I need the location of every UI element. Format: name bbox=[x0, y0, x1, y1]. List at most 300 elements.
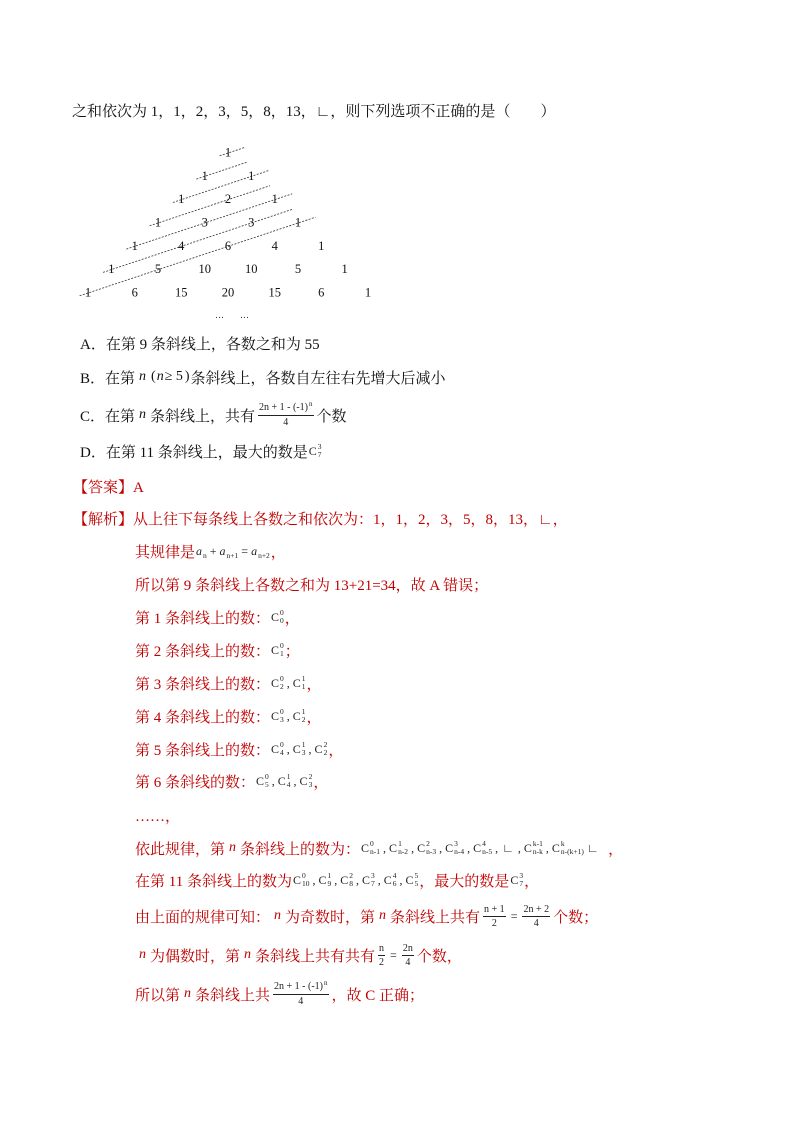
combination-symbol: C bbox=[314, 741, 323, 756]
combination-scripts bbox=[561, 840, 584, 856]
triangle-number: 6 bbox=[318, 285, 325, 300]
analysis-line-5 bbox=[135, 667, 322, 699]
question-stem bbox=[72, 94, 555, 126]
analysis-line-7 bbox=[135, 733, 343, 765]
triangle-number: 20 bbox=[221, 285, 235, 300]
triangle-number: 3 bbox=[248, 215, 255, 230]
fraction-denominator: 4 bbox=[283, 417, 289, 428]
text-run: 在第 11 条斜线上的数为 bbox=[135, 873, 292, 890]
combination bbox=[271, 708, 284, 724]
math-operator: + bbox=[209, 543, 217, 558]
combination-scripts bbox=[327, 872, 331, 888]
math-operator: , bbox=[286, 675, 290, 690]
text-run: 个数， bbox=[416, 948, 462, 965]
combination-superscript: 0 bbox=[280, 707, 284, 716]
combination bbox=[524, 840, 543, 856]
combination-subscript: 10 bbox=[301, 879, 310, 888]
fraction-bar bbox=[273, 994, 328, 995]
combination-superscript: 0 bbox=[301, 871, 306, 880]
combination-scripts bbox=[302, 675, 306, 691]
text-run: 条斜线上共有共有 bbox=[255, 948, 376, 965]
combination bbox=[271, 675, 284, 691]
option-b bbox=[80, 361, 446, 393]
combination bbox=[406, 872, 419, 888]
combination bbox=[315, 741, 328, 757]
combination-superscript: k bbox=[560, 839, 565, 848]
text-run: ，最大的数是 bbox=[419, 873, 510, 890]
combination-superscript: 3 bbox=[371, 871, 375, 880]
combination-subscript: n-5 bbox=[482, 847, 493, 856]
analysis-line-4 bbox=[135, 634, 300, 666]
combination-superscript: 1 bbox=[327, 871, 332, 880]
math-variable: n bbox=[139, 369, 147, 384]
diagonal-dashed-line bbox=[220, 147, 246, 156]
combination-subscript: 6 bbox=[392, 879, 397, 888]
analysis-line-1 bbox=[135, 535, 286, 567]
combination-scripts bbox=[280, 675, 284, 691]
subscripted-variable bbox=[251, 544, 270, 559]
triangle-number: 1 bbox=[154, 215, 162, 230]
combination-superscript: 4 bbox=[392, 871, 397, 880]
triangle-number: 1 bbox=[201, 168, 208, 183]
combination-scripts bbox=[426, 840, 436, 856]
text-run: 第 5 条斜线上的数： bbox=[135, 742, 271, 759]
combination-subscript: 3 bbox=[301, 748, 306, 757]
combination-symbol: C bbox=[271, 708, 280, 723]
combination-scripts bbox=[415, 872, 419, 888]
combination-subscript: 8 bbox=[349, 879, 353, 888]
combination-scripts bbox=[533, 840, 543, 856]
combination-symbol: C bbox=[551, 840, 560, 855]
combination-symbol: C bbox=[383, 872, 392, 887]
combination-scripts bbox=[265, 773, 269, 789]
triangle-number: 1 bbox=[108, 262, 115, 277]
math-variable: n bbox=[139, 947, 146, 962]
text-run: 条斜线上共 bbox=[195, 987, 271, 1004]
combination-symbol: C bbox=[445, 840, 454, 855]
text-run: ，故 C 正确； bbox=[331, 987, 425, 1004]
combination-symbol: C bbox=[277, 773, 286, 788]
combination bbox=[384, 872, 397, 888]
math-operator: , bbox=[286, 741, 290, 756]
fraction-denominator: 2 bbox=[379, 956, 385, 968]
variable-subscript: n bbox=[203, 550, 207, 560]
variable-symbol: a bbox=[196, 543, 203, 558]
combination-superscript: 0 bbox=[370, 839, 374, 848]
text-run: ， bbox=[306, 676, 322, 693]
combination-subscript: 5 bbox=[414, 879, 419, 888]
math-operator: , bbox=[439, 840, 443, 855]
text-run: 第 3 条斜线上的数： bbox=[135, 676, 271, 693]
combination-scripts bbox=[370, 840, 380, 856]
numerator-text: 2n + 2 bbox=[523, 903, 550, 915]
triangle-number: 4 bbox=[271, 238, 278, 253]
text-run: C．在第 bbox=[80, 408, 136, 425]
math-operator: , bbox=[467, 840, 471, 855]
combination-subscript: 5 bbox=[265, 780, 269, 789]
math-variable: n bbox=[184, 986, 192, 1001]
math-operator: , bbox=[545, 840, 549, 855]
triangle-number: 15 bbox=[175, 285, 188, 300]
triangle-number: 1 bbox=[294, 215, 302, 230]
fraction-denominator: 4 bbox=[533, 917, 539, 929]
math-operator: , bbox=[495, 840, 499, 855]
combination-subscript: n-2 bbox=[398, 847, 409, 856]
text-run: 为偶数时，第 bbox=[150, 948, 241, 965]
math-variable: n bbox=[274, 908, 282, 923]
fraction bbox=[402, 943, 414, 968]
combination-superscript: 3 bbox=[454, 839, 458, 848]
fraction-numerator bbox=[273, 981, 328, 993]
triangle-number: 6 bbox=[131, 285, 138, 300]
combination-superscript: k-1 bbox=[532, 839, 543, 848]
combination-superscript: 1 bbox=[301, 674, 306, 683]
combination-subscript: n-4 bbox=[454, 847, 465, 856]
text-run: 第 6 条斜线的数： bbox=[135, 774, 256, 791]
triangle-number: 10 bbox=[198, 262, 211, 277]
combination-superscript: 2 bbox=[308, 772, 313, 781]
combination-symbol: C bbox=[271, 675, 280, 690]
analysis-line-12 bbox=[135, 900, 598, 932]
combination-scripts bbox=[280, 741, 284, 757]
fraction bbox=[378, 943, 385, 968]
math-operator: , bbox=[356, 872, 359, 887]
combination bbox=[300, 773, 313, 789]
combination-scripts bbox=[287, 773, 291, 789]
analysis-line-6 bbox=[135, 700, 322, 732]
text-run: ， bbox=[600, 841, 624, 858]
combination-scripts bbox=[371, 872, 375, 888]
math-variable: n bbox=[139, 407, 147, 422]
analysis-line-11 bbox=[135, 864, 539, 896]
text-run: 第 1 条斜线上的数： bbox=[135, 610, 271, 627]
combination-symbol: C bbox=[299, 773, 308, 788]
math-operator: , bbox=[308, 741, 312, 756]
math-operator: = bbox=[390, 947, 397, 962]
math-operator: , bbox=[377, 872, 381, 887]
math-variable: n bbox=[379, 908, 387, 923]
variable-subscript: n+1 bbox=[226, 550, 239, 560]
combination-subscript: n-(k+1) bbox=[560, 847, 584, 856]
math-symbol: ) bbox=[184, 369, 190, 384]
combination-subscript: 1 bbox=[301, 682, 306, 691]
combination-scripts bbox=[519, 872, 523, 888]
analysis-line-9 bbox=[135, 799, 180, 831]
triangle-number: 1 bbox=[224, 145, 232, 160]
math-symbol: ≥ 5 bbox=[164, 369, 183, 384]
variable-symbol: a bbox=[219, 543, 226, 558]
combination bbox=[309, 443, 322, 459]
math-operator: , bbox=[312, 872, 316, 887]
math-variable: n bbox=[229, 840, 237, 855]
combination-scripts bbox=[280, 642, 284, 658]
text-run: 个数； bbox=[553, 909, 599, 926]
text-run: ， bbox=[313, 774, 329, 791]
combination-superscript: 4 bbox=[482, 839, 486, 848]
analysis-line-2 bbox=[135, 568, 488, 600]
fraction-bar bbox=[378, 955, 385, 956]
combination-symbol: C bbox=[292, 708, 301, 723]
triangle-number: 1 bbox=[341, 262, 348, 277]
combination-scripts bbox=[280, 708, 284, 724]
combination-scripts bbox=[454, 840, 464, 856]
combination-symbol: C bbox=[510, 872, 519, 887]
numerator-text: 2n + 1 - (-1) bbox=[274, 981, 323, 992]
combination bbox=[256, 773, 269, 789]
text-run: 为奇数时，第 bbox=[285, 909, 376, 926]
text-run: 【解析】从上往下每条线上各数之和依次为：1，1，2，3，5，8，13，∟， bbox=[73, 511, 568, 528]
triangle-number: 3 bbox=[201, 215, 208, 230]
combination bbox=[293, 741, 306, 757]
option-c bbox=[80, 399, 347, 431]
combination-symbol: C bbox=[292, 741, 301, 756]
combination-subscript: n-3 bbox=[426, 847, 437, 856]
analysis-line-0 bbox=[73, 502, 568, 534]
variable-subscript: n+2 bbox=[258, 550, 270, 560]
combination bbox=[510, 872, 523, 888]
math-operator: , bbox=[334, 872, 338, 887]
triangle-number: 10 bbox=[245, 262, 258, 277]
combination bbox=[362, 872, 375, 888]
combination-scripts bbox=[318, 443, 322, 459]
combination-symbol: C bbox=[271, 741, 280, 756]
pascal-triangle-figure bbox=[70, 138, 390, 328]
text-run: B．在第 bbox=[80, 370, 136, 387]
fraction-bar bbox=[258, 415, 313, 416]
combination bbox=[293, 872, 310, 888]
math-operator: ∟ bbox=[586, 840, 599, 855]
combination-superscript: 0 bbox=[265, 772, 269, 781]
combination-symbol: C bbox=[318, 872, 327, 887]
combination-superscript: 5 bbox=[414, 871, 419, 880]
numerator-text: 2n + 1 - (-1) bbox=[259, 402, 308, 413]
combination-subscript: n-1 bbox=[370, 847, 381, 856]
combination bbox=[552, 840, 584, 856]
answer bbox=[73, 470, 144, 502]
text-run: ； bbox=[284, 643, 300, 660]
numerator-exponent: n bbox=[324, 979, 328, 987]
text-run: 所以第 9 条斜线上各数之和为 13+21=34，故 A 错误； bbox=[135, 577, 489, 594]
fraction-numerator bbox=[483, 904, 506, 915]
combination bbox=[417, 840, 436, 856]
numerator-text: 2n bbox=[402, 942, 413, 954]
combination-superscript: 2 bbox=[349, 871, 353, 880]
diagonal-dashed-line bbox=[80, 217, 316, 296]
combination-scripts bbox=[482, 840, 492, 856]
combination-symbol: C bbox=[523, 840, 532, 855]
combination bbox=[271, 609, 284, 625]
diagonal-dashed-line bbox=[126, 194, 292, 249]
option-a bbox=[80, 327, 320, 359]
triangle-number: 6 bbox=[224, 238, 232, 253]
combination bbox=[293, 708, 306, 724]
math-operator: , bbox=[286, 708, 290, 723]
math-operator: , bbox=[293, 773, 297, 788]
combination-scripts bbox=[302, 708, 306, 724]
variable-symbol: a bbox=[251, 543, 258, 558]
text-run: 其规律是 bbox=[135, 544, 196, 561]
combination-scripts bbox=[309, 773, 313, 789]
combination-symbol: C bbox=[361, 840, 370, 855]
combination-subscript: n-k bbox=[532, 847, 543, 856]
analysis-line-8 bbox=[135, 765, 328, 797]
combination-superscript: 0 bbox=[280, 608, 284, 617]
combination bbox=[340, 872, 353, 888]
numerator-exponent: n bbox=[309, 400, 313, 408]
combination-superscript: 3 bbox=[317, 442, 322, 451]
combination-scripts bbox=[302, 872, 310, 888]
text-run: 之和依次为 1，1，2，3，5，8，13，∟，则下列选项不正确的是（ ） bbox=[72, 103, 556, 120]
fraction-numerator bbox=[522, 904, 550, 915]
combination-subscript: 3 bbox=[280, 715, 284, 724]
text-run: 条斜线上的数为： bbox=[240, 841, 361, 858]
combination-symbol: C bbox=[271, 642, 280, 657]
combination bbox=[271, 642, 284, 658]
combination bbox=[293, 675, 306, 691]
numerator-text: n + 1 bbox=[484, 903, 505, 915]
math-operator: , bbox=[383, 840, 387, 855]
fraction-bar bbox=[402, 955, 414, 956]
triangle-ellipsis: …… bbox=[215, 310, 249, 320]
combination bbox=[318, 872, 331, 888]
combination-superscript: 3 bbox=[519, 871, 524, 880]
triangle-number: 1 bbox=[131, 238, 138, 253]
text-run: 条斜线上共有 bbox=[390, 909, 481, 926]
math-operator: = bbox=[241, 543, 249, 558]
combination-subscript: 2 bbox=[323, 748, 328, 757]
triangle-number: 15 bbox=[268, 285, 281, 300]
combination-subscript: 4 bbox=[286, 780, 291, 789]
math-operator: , bbox=[271, 773, 275, 788]
fraction bbox=[258, 402, 313, 428]
text-run: 条斜线上，各数自左往右先增大后减小 bbox=[190, 370, 446, 387]
text-run: ， bbox=[524, 873, 540, 890]
combination-scripts bbox=[280, 609, 284, 625]
combination-symbol: C bbox=[292, 872, 301, 887]
combination-subscript: 9 bbox=[327, 879, 332, 888]
combination-subscript: 7 bbox=[519, 879, 524, 888]
combination-subscript: 7 bbox=[317, 450, 322, 459]
combination-scripts bbox=[393, 872, 397, 888]
combination-superscript: 1 bbox=[286, 772, 291, 781]
combination-superscript: 0 bbox=[280, 674, 284, 683]
triangle-number: 1 bbox=[318, 238, 325, 253]
combination-superscript: 0 bbox=[280, 641, 284, 650]
combination-subscript: 1 bbox=[280, 649, 284, 658]
combination-subscript: 3 bbox=[308, 780, 313, 789]
triangle-number: 5 bbox=[154, 262, 162, 277]
text-run: 条斜线上，共有 bbox=[150, 408, 256, 425]
combination-superscript: 0 bbox=[280, 740, 284, 749]
fraction-numerator bbox=[258, 402, 313, 414]
combination-scripts bbox=[324, 741, 328, 757]
combination bbox=[473, 840, 492, 856]
combination-symbol: C bbox=[340, 872, 349, 887]
triangle-number: 2 bbox=[224, 192, 232, 207]
combination bbox=[361, 840, 380, 856]
subscripted-variable bbox=[196, 544, 207, 559]
math-variable: n bbox=[244, 947, 252, 962]
math-operator: ∟ bbox=[502, 840, 514, 855]
combination-symbol: C bbox=[256, 773, 265, 788]
combination-superscript: 1 bbox=[398, 839, 402, 848]
triangle-number: 1 bbox=[178, 192, 185, 207]
combination-symbol: C bbox=[292, 675, 301, 690]
combination-subscript: 7 bbox=[371, 879, 375, 888]
combination-subscript: 2 bbox=[301, 715, 306, 724]
combination bbox=[271, 741, 284, 757]
combination-symbol: C bbox=[362, 872, 371, 887]
fraction bbox=[273, 981, 328, 1007]
numerator-text: n bbox=[379, 942, 385, 954]
text-run: ， bbox=[306, 709, 322, 726]
combination bbox=[389, 840, 408, 856]
analysis-line-13 bbox=[135, 939, 462, 971]
text-run: ， bbox=[270, 544, 286, 561]
analysis-line-10 bbox=[135, 832, 623, 864]
combination-superscript: 1 bbox=[301, 707, 306, 716]
combination-superscript: 1 bbox=[301, 740, 306, 749]
triangle-number: 1 bbox=[248, 168, 255, 183]
combination-subscript: 4 bbox=[280, 748, 284, 757]
text-run: 【答案】A bbox=[73, 479, 144, 496]
math-operator: , bbox=[411, 840, 415, 855]
triangle-number: 1 bbox=[271, 192, 278, 207]
text-run: ……， bbox=[135, 808, 181, 825]
option-d bbox=[80, 435, 323, 467]
combination-symbol: C bbox=[405, 872, 414, 887]
math-variable: n bbox=[156, 369, 164, 384]
combination-symbol: C bbox=[417, 840, 426, 855]
analysis-line-3 bbox=[135, 601, 300, 633]
combination-scripts bbox=[398, 840, 408, 856]
fraction-bar bbox=[483, 916, 506, 917]
text-run: 第 2 条斜线上的数： bbox=[135, 643, 271, 660]
fraction-numerator bbox=[378, 943, 385, 954]
combination-scripts bbox=[302, 741, 306, 757]
analysis-line-14 bbox=[135, 978, 424, 1010]
text-run: 由上面的规律可知： bbox=[135, 909, 271, 926]
triangle-number: 1 bbox=[84, 285, 92, 300]
triangle-number: 1 bbox=[364, 285, 372, 300]
fraction-numerator bbox=[402, 943, 414, 954]
subscripted-variable bbox=[220, 544, 239, 559]
combination-symbol: C bbox=[308, 443, 317, 458]
text-run: 第 4 条斜线上的数： bbox=[135, 709, 271, 726]
text-run: ， bbox=[328, 742, 344, 759]
combination-symbol: C bbox=[473, 840, 482, 855]
text-run: ， bbox=[284, 610, 300, 627]
combination bbox=[445, 840, 464, 856]
combination-superscript: 2 bbox=[323, 740, 328, 749]
fraction-denominator: 2 bbox=[491, 917, 497, 929]
combination-subscript: 0 bbox=[280, 616, 284, 625]
combination-subscript: 2 bbox=[280, 682, 284, 691]
text-run: 个数 bbox=[316, 408, 347, 425]
fraction-denominator: 4 bbox=[298, 996, 304, 1007]
combination-symbol: C bbox=[271, 609, 280, 624]
text-run: A．在第 9 条斜线上，各数之和为 55 bbox=[80, 336, 320, 353]
text-run: 依此规律，第 bbox=[135, 841, 226, 858]
fraction bbox=[483, 904, 506, 929]
math-symbol: ( bbox=[151, 369, 156, 384]
fraction bbox=[522, 904, 550, 929]
math-operator: , bbox=[399, 872, 403, 887]
math-operator: , bbox=[517, 840, 521, 855]
combination-superscript: 2 bbox=[426, 839, 430, 848]
combination-scripts bbox=[349, 872, 353, 888]
fraction-denominator: 4 bbox=[405, 956, 411, 968]
